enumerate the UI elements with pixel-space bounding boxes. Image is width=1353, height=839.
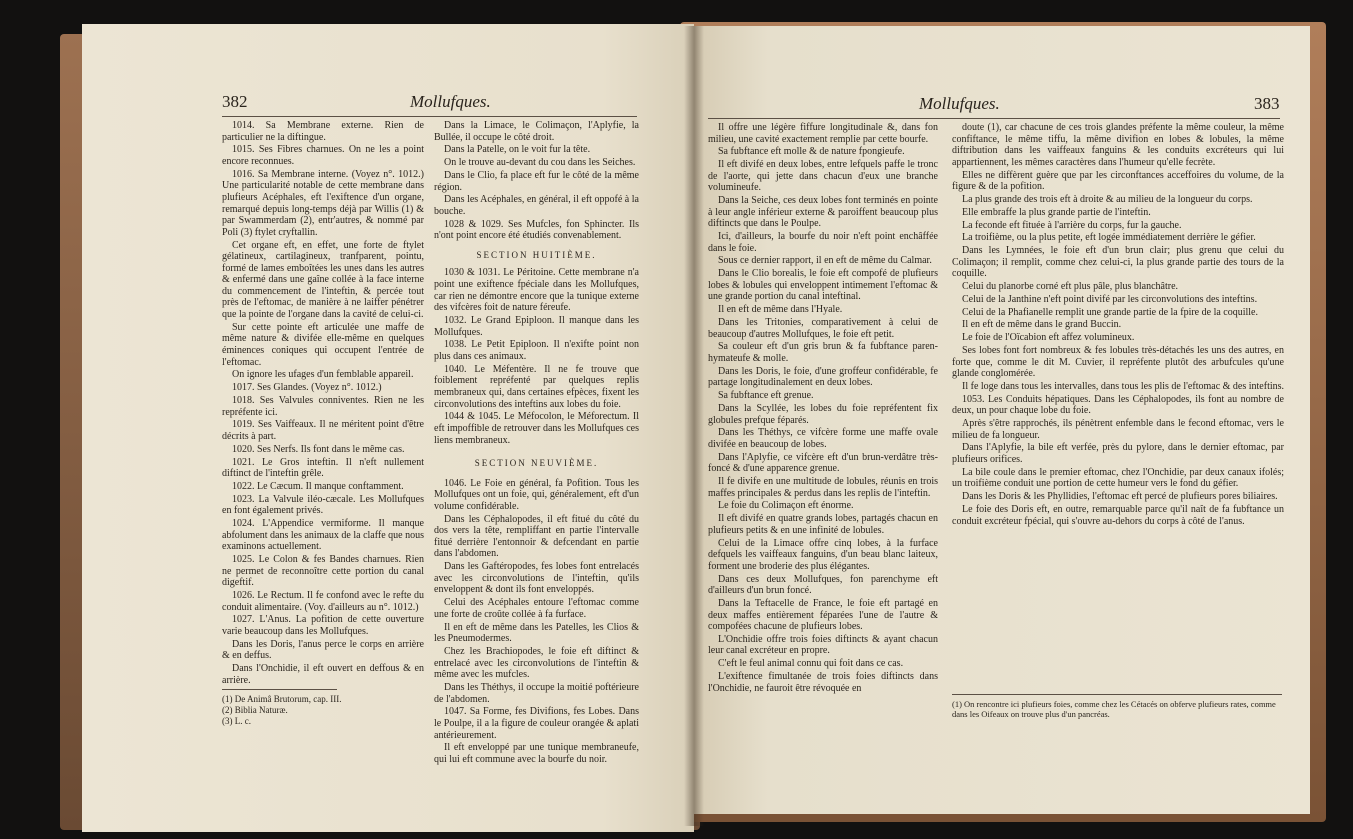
paragraph: Dans les Gaftéropodes, fes lobes font entrelacés avec les circonvolutions de l'inteftin, qu'ils enveloppent & dont ils font enveloppés. <box>434 561 639 596</box>
paragraph: C'eft le feul animal connu qui foit dans ce cas. <box>718 658 904 670</box>
footnote-rule-left <box>222 689 337 690</box>
paragraph: L'Onchidie offre trois foies diftincts & ayant chacun leur canal excréteur en propre. <box>708 633 938 657</box>
paragraph: Sous ce dernier rapport, il en eft de même du Calmar. <box>718 255 932 267</box>
book-gutter <box>684 26 704 826</box>
paragraph: Sur cette pointe eft articulée une maffe de même nature & divifée elle-même en quelques éminences coniques qui occupent l'entrée de l'eftomac. <box>222 321 424 368</box>
paragraph: Celui du planorbe corné eft plus pâle, plus blanchâtre. <box>962 281 1179 293</box>
paragraph: Il en eft de même dans les Patelles, les Clios & les Pneumodermes. <box>434 621 639 645</box>
footnotes-left <box>222 694 422 727</box>
paragraph: Après s'être rapprochés, ils pénètrent enfemble dans le fecond eftomac, vers le milieu de fa longueur. <box>952 418 1284 441</box>
paragraph: Dans la Scyllée, les lobes du foie repréfentent fix globules prefque féparés. <box>708 402 938 426</box>
paragraph: Il fe divife en une multitude de lobules, réunis en trois maffes principales & perdus dans les replis de l'inteftin. <box>708 476 938 499</box>
left-column-2 <box>434 120 639 767</box>
left-column-1 <box>222 120 424 687</box>
paragraph: 1028 & 1029. Ses Mufcles, fon Sphincter. Ils n'ont point encore été étudiés convenablement. <box>434 218 639 242</box>
right-page <box>694 26 1310 814</box>
footnote-right <box>952 699 1282 719</box>
paragraph: On le trouve au-devant du cou dans les Seiches. <box>444 157 636 169</box>
paragraph: Elles ne diffèrent guère que par les circonftances acceffoires du volume, de la figure & de la pofition. <box>952 169 1284 193</box>
paragraph: 1046. Le Foie en général, fa Pofition. Tous les Mollufques ont un foie, qui, généralement, eft d'un volume confidérable. <box>434 477 639 512</box>
paragraph: Dans le Clio borealis, le foie eft compofé de plufieurs lobes & lobules qui enveloppent intimement l'eftomac & une grande portion du canal inteftinal. <box>708 268 938 303</box>
paragraph: 1024. L'Appendice vermiforme. Il manque abfolument dans les animaux de la claffe que nous examinons actuellement. <box>222 518 424 553</box>
left-column-2-top <box>434 120 639 242</box>
paragraph: Dans la Teftacelle de France, le foie eft partagé en deux maffes entièrement féparées l'une de l'autre & compofées chacune de plufieurs lobes. <box>708 597 938 633</box>
paragraph: Il fe loge dans tous les intervalles, dans tous les plis de l'eftomac & des inteftins. <box>962 380 1285 392</box>
paragraph: L'exiftence fimultanée de trois foies diftincts dans l'Onchidie, ne fauroit être révoquée en <box>708 671 938 694</box>
paragraph: Il eft divifé en deux lobes, entre lefquels paffe le tronc de l'aorte, qui jette dans chacun d'eux une branche volumineufe. <box>708 159 938 194</box>
paragraph: Dans les Céphalopodes, il eft fitué du côté du dos vers la tête, rempliffant en partie l'intervalle fitué derrière l'entonnoir & defcendant en partie dans l'abdomen. <box>434 513 639 560</box>
paragraph: Dans le Clio, fa place eft fur le côté de la même région. <box>434 169 639 193</box>
paragraph: Il en eft de même dans l'Hyale. <box>718 304 843 316</box>
header-rule-right <box>708 118 1280 119</box>
left-page-header <box>82 92 694 116</box>
header-rule-left <box>222 116 637 117</box>
paragraph: 1015. Ses Fibres charnues. On ne les a point encore reconnues. <box>222 144 424 167</box>
paragraph: La feconde eft fituée à l'arrière du corps, fur la gauche. <box>962 219 1182 231</box>
paragraph: On ignore les ufages d'un femblable appareil. <box>232 369 414 381</box>
paragraph: Il en eft de même dans le grand Buccin. <box>962 319 1122 331</box>
paragraph: Celui de la Limace offre cinq lobes, à la furface defquels les vaiffeaux fanguins, d'un beau blanc laiteux, forment une broderie des plus élégantes. <box>708 537 938 572</box>
paragraph: 1019. Ses Vaiffeaux. Il ne méritent point d'être décrits à part. <box>222 419 424 442</box>
paragraph: Il offre une légère fiffure longitudinale &, dans fon milieu, une cavité exactement remplie par cette bourfe. <box>708 122 938 145</box>
left-column-2-bottom <box>434 478 639 766</box>
paragraph: Dans la Limace, le Colimaçon, l'Aplyfie, la Bullée, il occupe le côté droit. <box>434 120 639 143</box>
paragraph: Celui des Acéphales entoure l'eftomac comme une forte de croûte collée à fa furface. <box>434 597 639 620</box>
paragraph: 1044 & 1045. Le Méfocolon, le Méforectum. Il eft impoffible de retrouver dans les Mollufques ces liens membraneux. <box>434 411 639 446</box>
right-column-2 <box>952 122 1284 528</box>
footnote-text: (1) On rencontre ici plufieurs foies, comme chez les Cétacés on obferve plufieurs rates, comme dans les Oifeaux on trouve plus d'un pancréas. <box>952 699 1276 719</box>
paragraph: 1016. Sa Membrane interne. (Voyez n°. 1012.) Une particularité notable de cette membrane dans plufieurs Acéphales, eft l'exiftence d'un organe, remarqué depuis long-temps déjà par Willis (1) & par Swammerdam (2), entr'autres, & nommé par Poli (3) ftylet cryftallin. <box>222 168 424 238</box>
footnote: (3) L. c. <box>222 716 251 726</box>
paragraph: Dans les Doris, l'anus perce le corps en arrière & en deffus. <box>222 638 424 662</box>
paragraph: 1026. Le Rectum. Il fe confond avec le refte du conduit alimentaire. (Voy. d'ailleurs au n°. 1012.) <box>222 589 424 613</box>
paragraph: 1018. Ses Valvules conniventes. Rien ne les repréfente ici. <box>222 394 424 418</box>
paragraph: 1014. Sa Membrane externe. Rien de particulier ne la diftingue. <box>222 120 424 143</box>
paragraph: 1021. Le Gros inteftin. Il n'eft nullement diftinct de l'inteftin grêle. <box>222 456 424 480</box>
paragraph: Il eft enveloppé par une tunique membraneufe, qui lui eft commune avec la bourfe du noir. <box>434 742 639 765</box>
left-column-2-middle <box>434 267 639 446</box>
paragraph: Dans l'Onchidie, il eft ouvert en deffous & en arrière. <box>222 663 424 686</box>
right-column-1 <box>708 122 938 695</box>
paragraph: 1030 & 1031. Le Péritoine. Cette membrane n'a point une exiftence fpéciale dans les Mollufques, car rien ne démontre encore que la tunique externe des vifcères foit de nature féreufe. <box>434 267 639 314</box>
paragraph: Dans la Patelle, on le voit fur la tête. <box>444 144 591 156</box>
paragraph: Dans les Théthys, ce vifcère forme une maffe ovale divifée en beaucoup de lobes. <box>708 427 938 450</box>
paragraph: 1040. Le Méfentère. Il ne fe trouve que foiblement repréfenté par quelques replis membraneux qui, dans certaines efpèces, fixent les circonvolutions des inteftins aux lobes du foie. <box>434 363 639 410</box>
paragraph: 1020. Ses Nerfs. Ils font dans le même cas. <box>232 443 405 455</box>
paragraph: Chez les Brachiopodes, le foie eft diftinct & entrelacé avec les circonvolutions de l'inteftin & même avec les mufcles. <box>434 645 639 681</box>
paragraph: Le foie des Doris eft, en outre, remarquable parce qu'il naît de fa fubftance un conduit excréteur fpécial, qui s'ouvre au-dehors du corps à côté de l'anus. <box>952 503 1284 527</box>
paragraph: 1023. La Valvule iléo-cæcale. Les Mollufques en font également privés. <box>222 493 424 517</box>
paragraph: 1025. Le Colon & fes Bandes charnues. Rien ne permet de reconnoître cette portion du canal digeftif. <box>222 554 424 589</box>
paragraph: Le foie de l'Oïcabion eft affez volumineux. <box>962 332 1135 344</box>
paragraph: 1047. Sa Forme, fes Divifions, fes Lobes. Dans le Poulpe, il a la figure de couleur orangée & aplati antérieurement. <box>434 706 639 741</box>
paragraph: Dans l'Aplyfie, la bile eft verfée, près du pylore, dans le dernier eftomac, par plufieurs orifices. <box>952 442 1284 466</box>
paragraph: La troifième, ou la plus petite, eft logée immédiatement derrière le géfier. <box>962 232 1256 244</box>
paragraph: Le foie du Colimaçon eft énorme. <box>718 500 854 512</box>
paragraph: Dans ces deux Mollufques, fon parenchyme eft d'ailleurs d'un brun foncé. <box>708 573 938 597</box>
paragraph: Elle embraffe la plus grande partie de l'inteftin. <box>962 206 1151 218</box>
paragraph: Ses lobes font fort nombreux & fes lobules très-détachés les uns des autres, en forte que, comme le dit M. Cuvier, il repréfente plutôt des arbufcules qu'une glande conglomérée. <box>952 344 1284 380</box>
left-page <box>82 24 694 832</box>
section-heading-neuvieme: SECTION NEUVIÈME. <box>474 458 599 469</box>
footnote: (1) De Animâ Brutorum, cap. III. <box>222 694 342 704</box>
paragraph: Dans les Tritonies, comparativement à celui de beaucoup d'autres Mollufques, le foie eft petit. <box>708 317 938 340</box>
paragraph: La bile coule dans le premier eftomac, chez l'Onchidie, par deux canaux ifolés; un troifième conduit une portion de cette humeur vers le fond du géfier. <box>952 466 1284 490</box>
paragraph: Sa fubftance eft grenue. <box>718 390 814 402</box>
page-number-right: 383 <box>1254 94 1280 113</box>
paragraph: Cet organe eft, en effet, une forte de ftylet gélatineux, cartilagineux, tranfparent, pointu, formé de lames emboîtées les unes dans les autres & enfermé dans une gaîne collée à la face interne du commencement de l'inteftin, & percée tout près de l'eftomac, de manière à ne laiffer pénétrer que la pointe de l'organe dans la cavité de celui-ci. <box>222 239 424 321</box>
paragraph: Celui de la Janthine n'eft point divifé par les circonvolutions des inteftins. <box>962 293 1258 305</box>
paragraph: Dans la Seiche, ces deux lobes font terminés en pointe à leur angle inférieur externe & paroiffent beaucoup plus diftincts que dans le Poulpe. <box>708 195 938 230</box>
paragraph: 1032. Le Grand Epiploon. Il manque dans les Mollufques. <box>434 315 639 338</box>
paragraph: Sa couleur eft d'un gris brun & fa fubftance paren-hymateufe & molle. <box>708 341 938 364</box>
page-number-left: 382 <box>222 92 248 111</box>
footnote: (2) Biblia Naturæ. <box>222 705 288 715</box>
paragraph: Il eft divifé en quatre grands lobes, partagés chacun en plufieurs petits & en une infinité de lobules. <box>708 513 938 536</box>
running-title-right: Mollufques. <box>919 94 1000 113</box>
paragraph: Dans les Théthys, il occupe la moitié poftérieure de l'abdomen. <box>434 681 639 705</box>
running-title-left: Mollufques. <box>410 92 491 111</box>
right-page-header <box>694 94 1310 118</box>
paragraph: 1038. Le Petit Epiploon. Il n'exifte point non plus dans ces animaux. <box>434 339 639 362</box>
paragraph: La plus grande des trois eft à droite & au milieu de la longueur du corps. <box>962 193 1253 205</box>
section-heading-huitieme: SECTION HUITIÈME. <box>476 249 597 260</box>
paragraph: Celui de la Phafianelle remplit une grande partie de la fpire de la coquille. <box>962 306 1258 318</box>
paragraph: Dans les Doris & les Phyllidies, l'eftomac eft percé de plufieurs pores biliaires. <box>962 491 1278 503</box>
paragraph: Ici, d'ailleurs, la bourfe du noir n'eft point enchâffée dans le foie. <box>708 231 938 254</box>
paragraph: 1022. Le Cæcum. Il manque conftamment. <box>232 480 404 492</box>
paragraph: Dans l'Aplyfie, ce vifcère eft d'un brun-verdâtre très-foncé & d'une apparence grenue. <box>708 451 938 475</box>
paragraph: Dans les Doris, le foie, d'une groffeur confidérable, fe partage longitudinalement en deux lobes. <box>708 365 938 389</box>
footnote-rule-right <box>952 694 1282 695</box>
paragraph: Dans les Acéphales, en général, il eft oppofé à la bouche. <box>434 194 639 217</box>
paragraph: doute (1), car chacune de ces trois glandes préfente la même couleur, la même confiftance, le même tiffu, la même divifion en lobes & lobules, la même diftribution dans les vaiffeaux fanguins & les conduits excréteurs qui lui appartiennent, les mêmes caractères dans l'humeur qu'elle fecrète. <box>952 122 1284 168</box>
paragraph: 1027. L'Anus. La pofition de cette ouverture varie beaucoup dans les Mollufques. <box>222 614 424 637</box>
paragraph: 1053. Les Conduits hépatiques. Dans les Céphalopodes, ils font au nombre de deux, un pour chaque lobe du foie. <box>952 393 1284 417</box>
paragraph: 1017. Ses Glandes. (Voyez n°. 1012.) <box>232 382 382 394</box>
paragraph: Dans les Lymnées, le foie eft d'un brun clair; plus grenu que celui du Colimaçon; il remplit, comme chez celui-ci, la plus grande partie des tours de la coquille. <box>952 245 1284 280</box>
paragraph: Sa fubftance eft molle & de nature fpongieufe. <box>718 146 905 158</box>
